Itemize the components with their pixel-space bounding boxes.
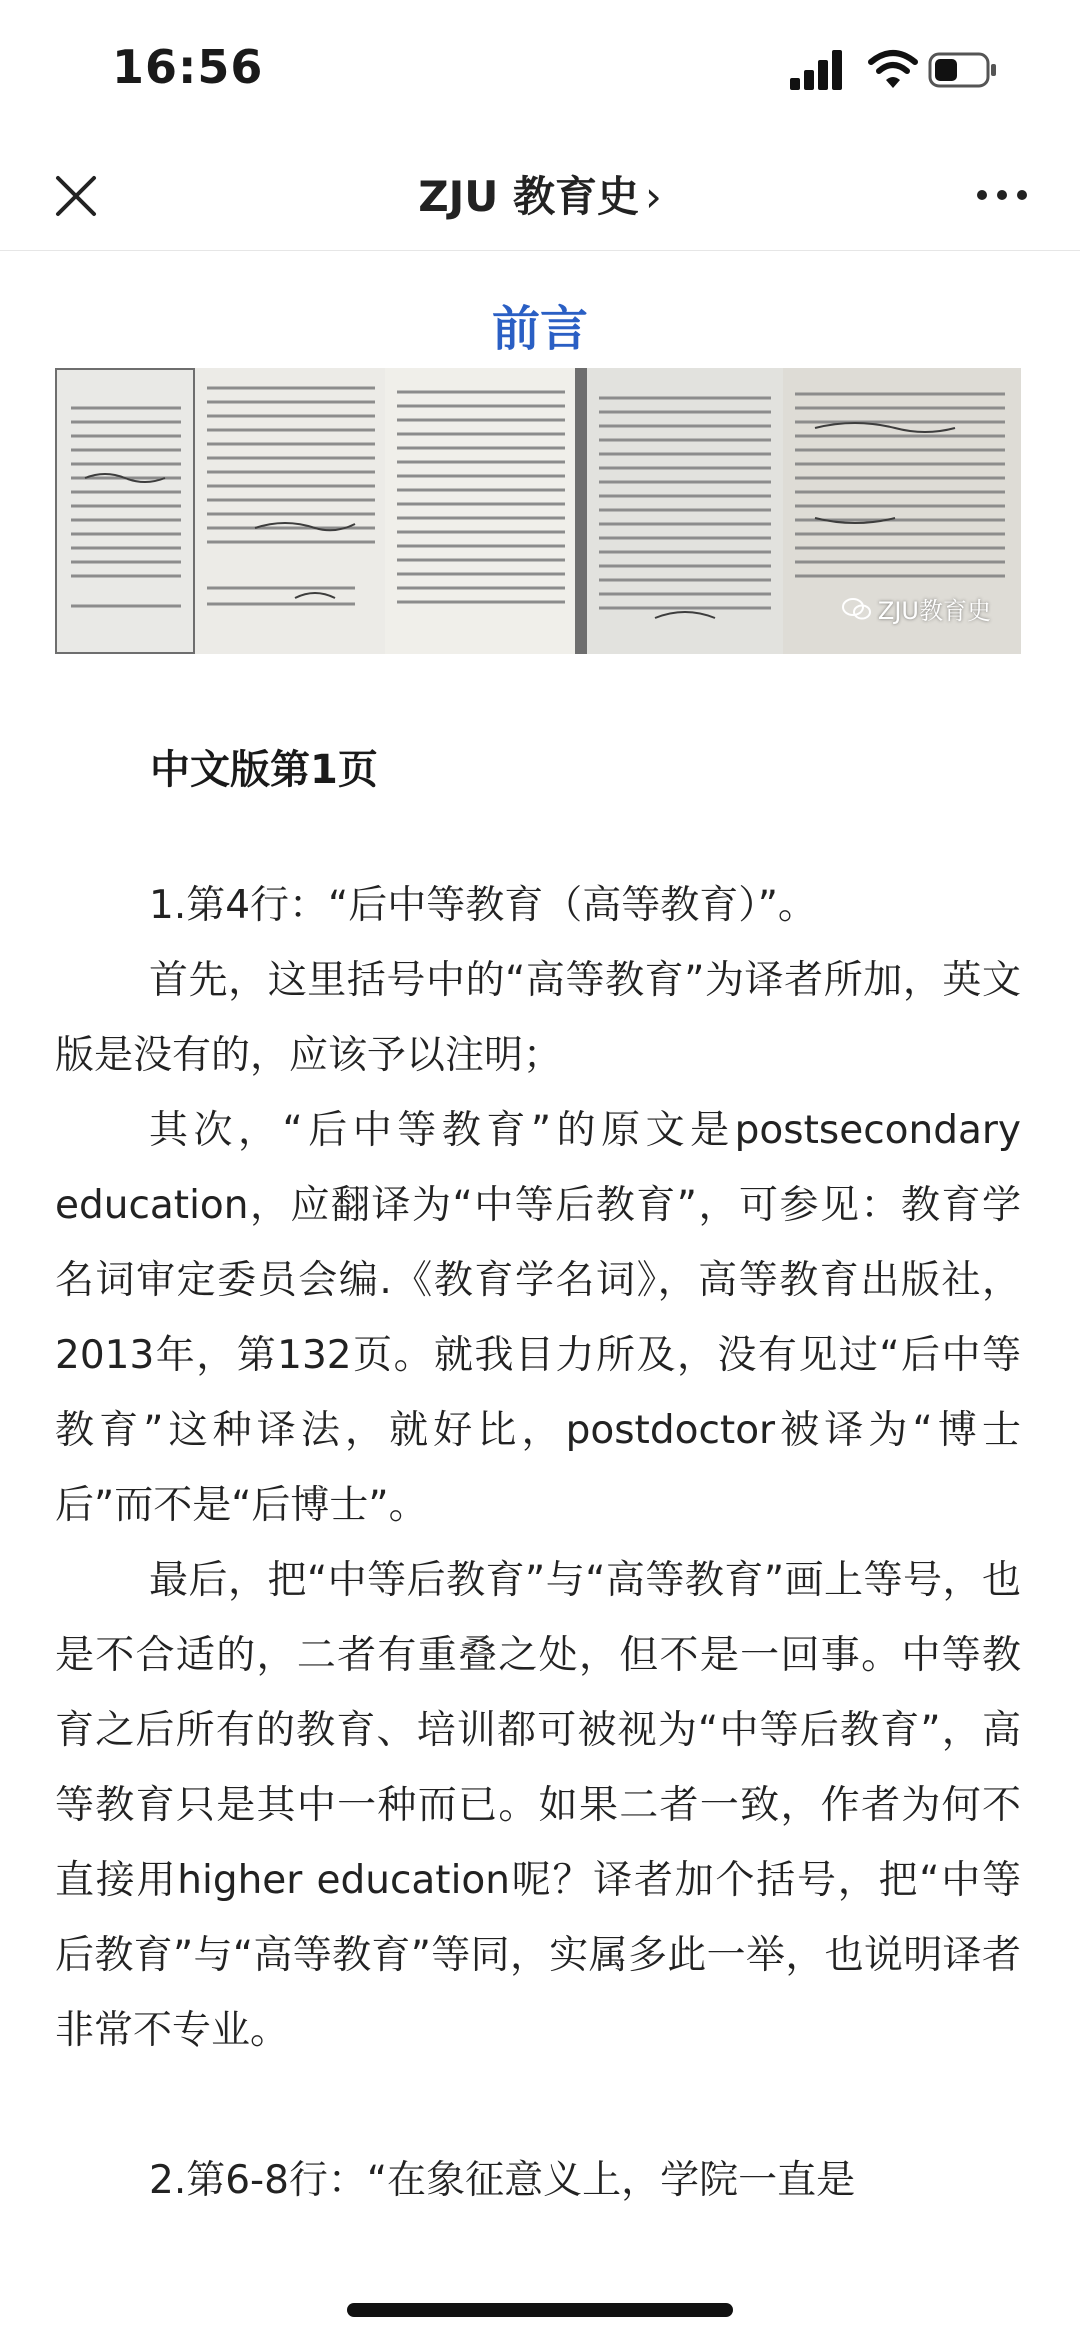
paragraph: 其次，“后中等教育”的原文是postsecondary education，应翻译为“中等后教育”，可参见：教育学名词审定委员会编.《教育学名词》，高等教育出版社，2013年，第132页。就我目力所及，没有见过“后中等教育”这种译法，就好比，postdoctor被译为“博士后”而不是“后博士”。 bbox=[55, 1108, 1021, 1528]
status-time: 16:56 bbox=[112, 40, 264, 94]
home-indicator[interactable] bbox=[347, 2303, 733, 2317]
article-text bbox=[55, 868, 1021, 2218]
article-body[interactable] bbox=[0, 250, 1080, 2337]
paragraph: 首先，这里括号中的“高等教育”为译者所加，英文版是没有的，应该予以注明； bbox=[55, 958, 1021, 1078]
wechat-icon bbox=[842, 597, 872, 621]
signal-icon bbox=[790, 50, 844, 90]
section-title: 前言 bbox=[491, 301, 588, 357]
watermark bbox=[842, 591, 991, 626]
chevron-right-icon: › bbox=[645, 172, 662, 221]
account-title-link[interactable] bbox=[0, 164, 1080, 224]
page-heading: 中文版第1页 bbox=[150, 747, 378, 793]
more-icon[interactable] bbox=[972, 180, 1032, 210]
paragraph: 2.第6-8行：“在象征意义上，学院一直是 bbox=[149, 2158, 856, 2203]
status-bar bbox=[0, 0, 1080, 140]
paragraph: 最后，把“中等后教育”与“高等教育”画上等号，也是不合适的，二者有重叠之处，但不是一回事。中等教育之后所有的教育、培训都可被视为“中等后教育”，高等教育只是其中一种而已。如果二者一致，作者为何不直接用higher education呢？译者加个括号，把“中等后教育”与“高等教育”等同，实属多此一举，也说明译者非常不专业。 bbox=[55, 1558, 1021, 2053]
scanned-pages-image[interactable] bbox=[55, 368, 1021, 654]
watermark-text: ZJU教育史 bbox=[877, 597, 991, 625]
wifi-icon bbox=[868, 48, 918, 90]
account-name: ZJU 教育史 bbox=[418, 172, 639, 221]
top-nav-bar bbox=[0, 140, 1080, 251]
battery-icon bbox=[928, 52, 998, 88]
paragraph: 1.第4行：“后中等教育（高等教育）”。 bbox=[149, 883, 817, 928]
